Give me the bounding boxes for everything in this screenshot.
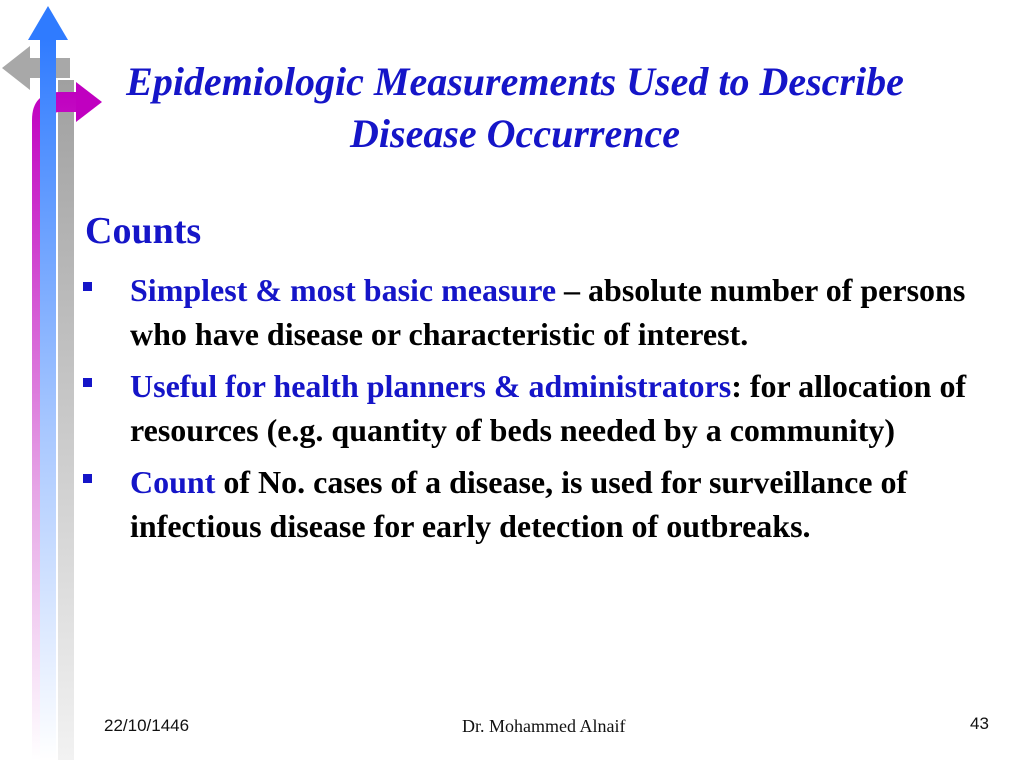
footer-date: 22/10/1446 [104, 716, 190, 735]
bullet-square-icon [83, 378, 92, 387]
bullet-list [80, 268, 980, 556]
page-number: 43 [970, 714, 989, 733]
list-item [80, 460, 980, 548]
slide-title [70, 56, 960, 160]
gray-bar [58, 80, 74, 760]
bullet-text: : for allocation of resources (e.g. quantity of beds needed by a community) [130, 368, 967, 448]
list-item [80, 364, 980, 452]
list-item [80, 268, 980, 356]
up-arrow-icon [28, 6, 68, 40]
title-line-1: Epidemiologic Measurements Used to Describe [126, 59, 904, 104]
footer-author: Dr. Mohammed Alnaif [462, 716, 626, 736]
bullet-square-icon [83, 282, 92, 291]
section-heading: Counts [85, 210, 202, 252]
bullet-highlight: Useful for health planners & administrators [130, 368, 732, 404]
bullet-highlight: Simplest & most basic measure [130, 272, 557, 308]
bullet-text: of No. cases of a disease, is used for surveillance of infectious disease for early detection of outbreaks. [130, 464, 908, 544]
bullet-square-icon [83, 474, 92, 483]
bullet-highlight: Count [130, 464, 216, 500]
bullet-text: – absolute number of persons who have disease or characteristic of interest. [130, 272, 966, 352]
title-line-2: Disease Occurrence [350, 111, 680, 156]
